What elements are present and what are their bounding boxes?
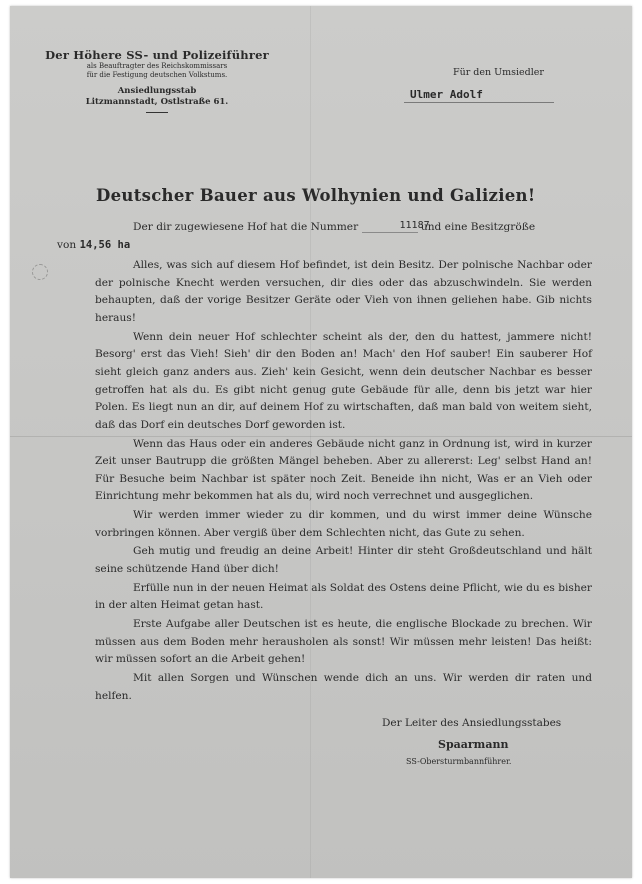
signature-name: Spaarmann	[438, 738, 509, 751]
sender-address: Litzmannstadt, Ostlstraße 61.	[85, 97, 229, 107]
letter-body	[57, 219, 592, 707]
farm-size: 14,56 ha	[79, 238, 131, 251]
farm-text-3: von	[57, 238, 77, 251]
farm-sentence	[57, 219, 592, 254]
paragraph-8: Mit allen Sorgen und Wünschen wende dich an uns. Wir werden dir raten und helfen.	[95, 672, 592, 702]
paragraph-2: Wenn dein neuer Hof schlechter scheint als der, den du hattest, jammere nicht! Besorg' erst das Vieh! Sieh' dir den Boden an! Mach' den Hof sauber! Ein sauberer Hof sieht gleich ganz anders aus. Zieh' kein Gesicht, wenn dein deutscher Nachbar es besser getroffen hat als du. Es gibt nicht genug gute Gebäude für alle, denn bis jetzt war hier Polen. Es liegt nun an dir, auf deinem Hof zu wirtschaften, daß man bald von weitem sieht, daß das Dorf ein deutsches Dorf geworden ist.	[95, 330, 592, 431]
sender-rule	[146, 112, 168, 113]
paragraph-1: Alles, was sich auf diesem Hof befindet, ist dein Besitz. Der polnische Nachbar oder der polnische Knecht werden versuchen, dir dies oder das abzuschwindeln. Sie werden behaupten, daß der vorige Besitzer Geräte oder Vieh von ihnen geliehen habe. Gib nichts heraus!	[95, 259, 592, 324]
letter-headline: Deutscher Bauer aus Wolhynien und Galizien!	[96, 186, 536, 205]
paragraph-7: Erste Aufgabe aller Deutschen ist es heute, die englische Blockade zu brechen. Wir müssen aus dem Boden mehr herausholen als sonst! Wir müssen mehr leisten! Das heißt: wir müssen sofort an die Arbeit gehen!	[95, 618, 592, 666]
paragraph-3: Wenn das Haus oder ein anderes Gebäude nicht ganz in Ordnung ist, wird in kurzer Zeit unser Bautrupp die größten Mängel beheben. Aber zu allererst: Leg' selbst Hand an! Für Besuche beim Nachbar ist später noch Zeit. Beneide ihn nicht, Was er an Vieh oder Einrichtung mehr bekommen hat als du, wird noch verrechnet und ausgeglichen.	[95, 437, 592, 503]
sender-line-1: als Beauftragter des Reichskommissars	[86, 62, 228, 70]
farm-text-2: und eine Besitzgröße	[420, 221, 536, 233]
recipient-underline	[404, 102, 554, 103]
sender-block	[42, 48, 272, 113]
recipient-label: Für den Umsiedler	[453, 67, 544, 78]
sender-line-2: für die Festigung deutschen Volkstums.	[86, 71, 228, 79]
punch-hole-mark	[32, 264, 48, 280]
paragraph-5: Geh mutig und freudig an deine Arbeit! Hinter dir steht Großdeutschland und hält seine schützende Hand über dich!	[95, 545, 592, 576]
paragraph-4: Wir werden immer wieder zu dir kommen, und du wirst immer deine Wünsche vorbringen können. Aber vergiß über dem Schlechten nicht, das Gute zu sehen.	[95, 509, 592, 539]
sender-org: Der Höhere SS- und Polizeiführer	[45, 48, 269, 62]
signature-title: Der Leiter des Ansiedlungsstabes	[382, 717, 562, 729]
signature-rank: SS-Obersturmbannführer.	[406, 757, 512, 766]
farm-text-1: Der dir zugewiesene Hof hat die Nummer	[133, 221, 359, 233]
recipient-name: Ulmer Adolf	[410, 88, 483, 101]
sender-staff: Ansiedlungsstab	[117, 86, 197, 96]
paragraph-6: Erfülle nun in der neuen Heimat als Soldat des Ostens deine Pflicht, wie du es bisher in der alten Heimat getan hast.	[95, 581, 592, 612]
farm-number: 11187	[362, 219, 418, 233]
